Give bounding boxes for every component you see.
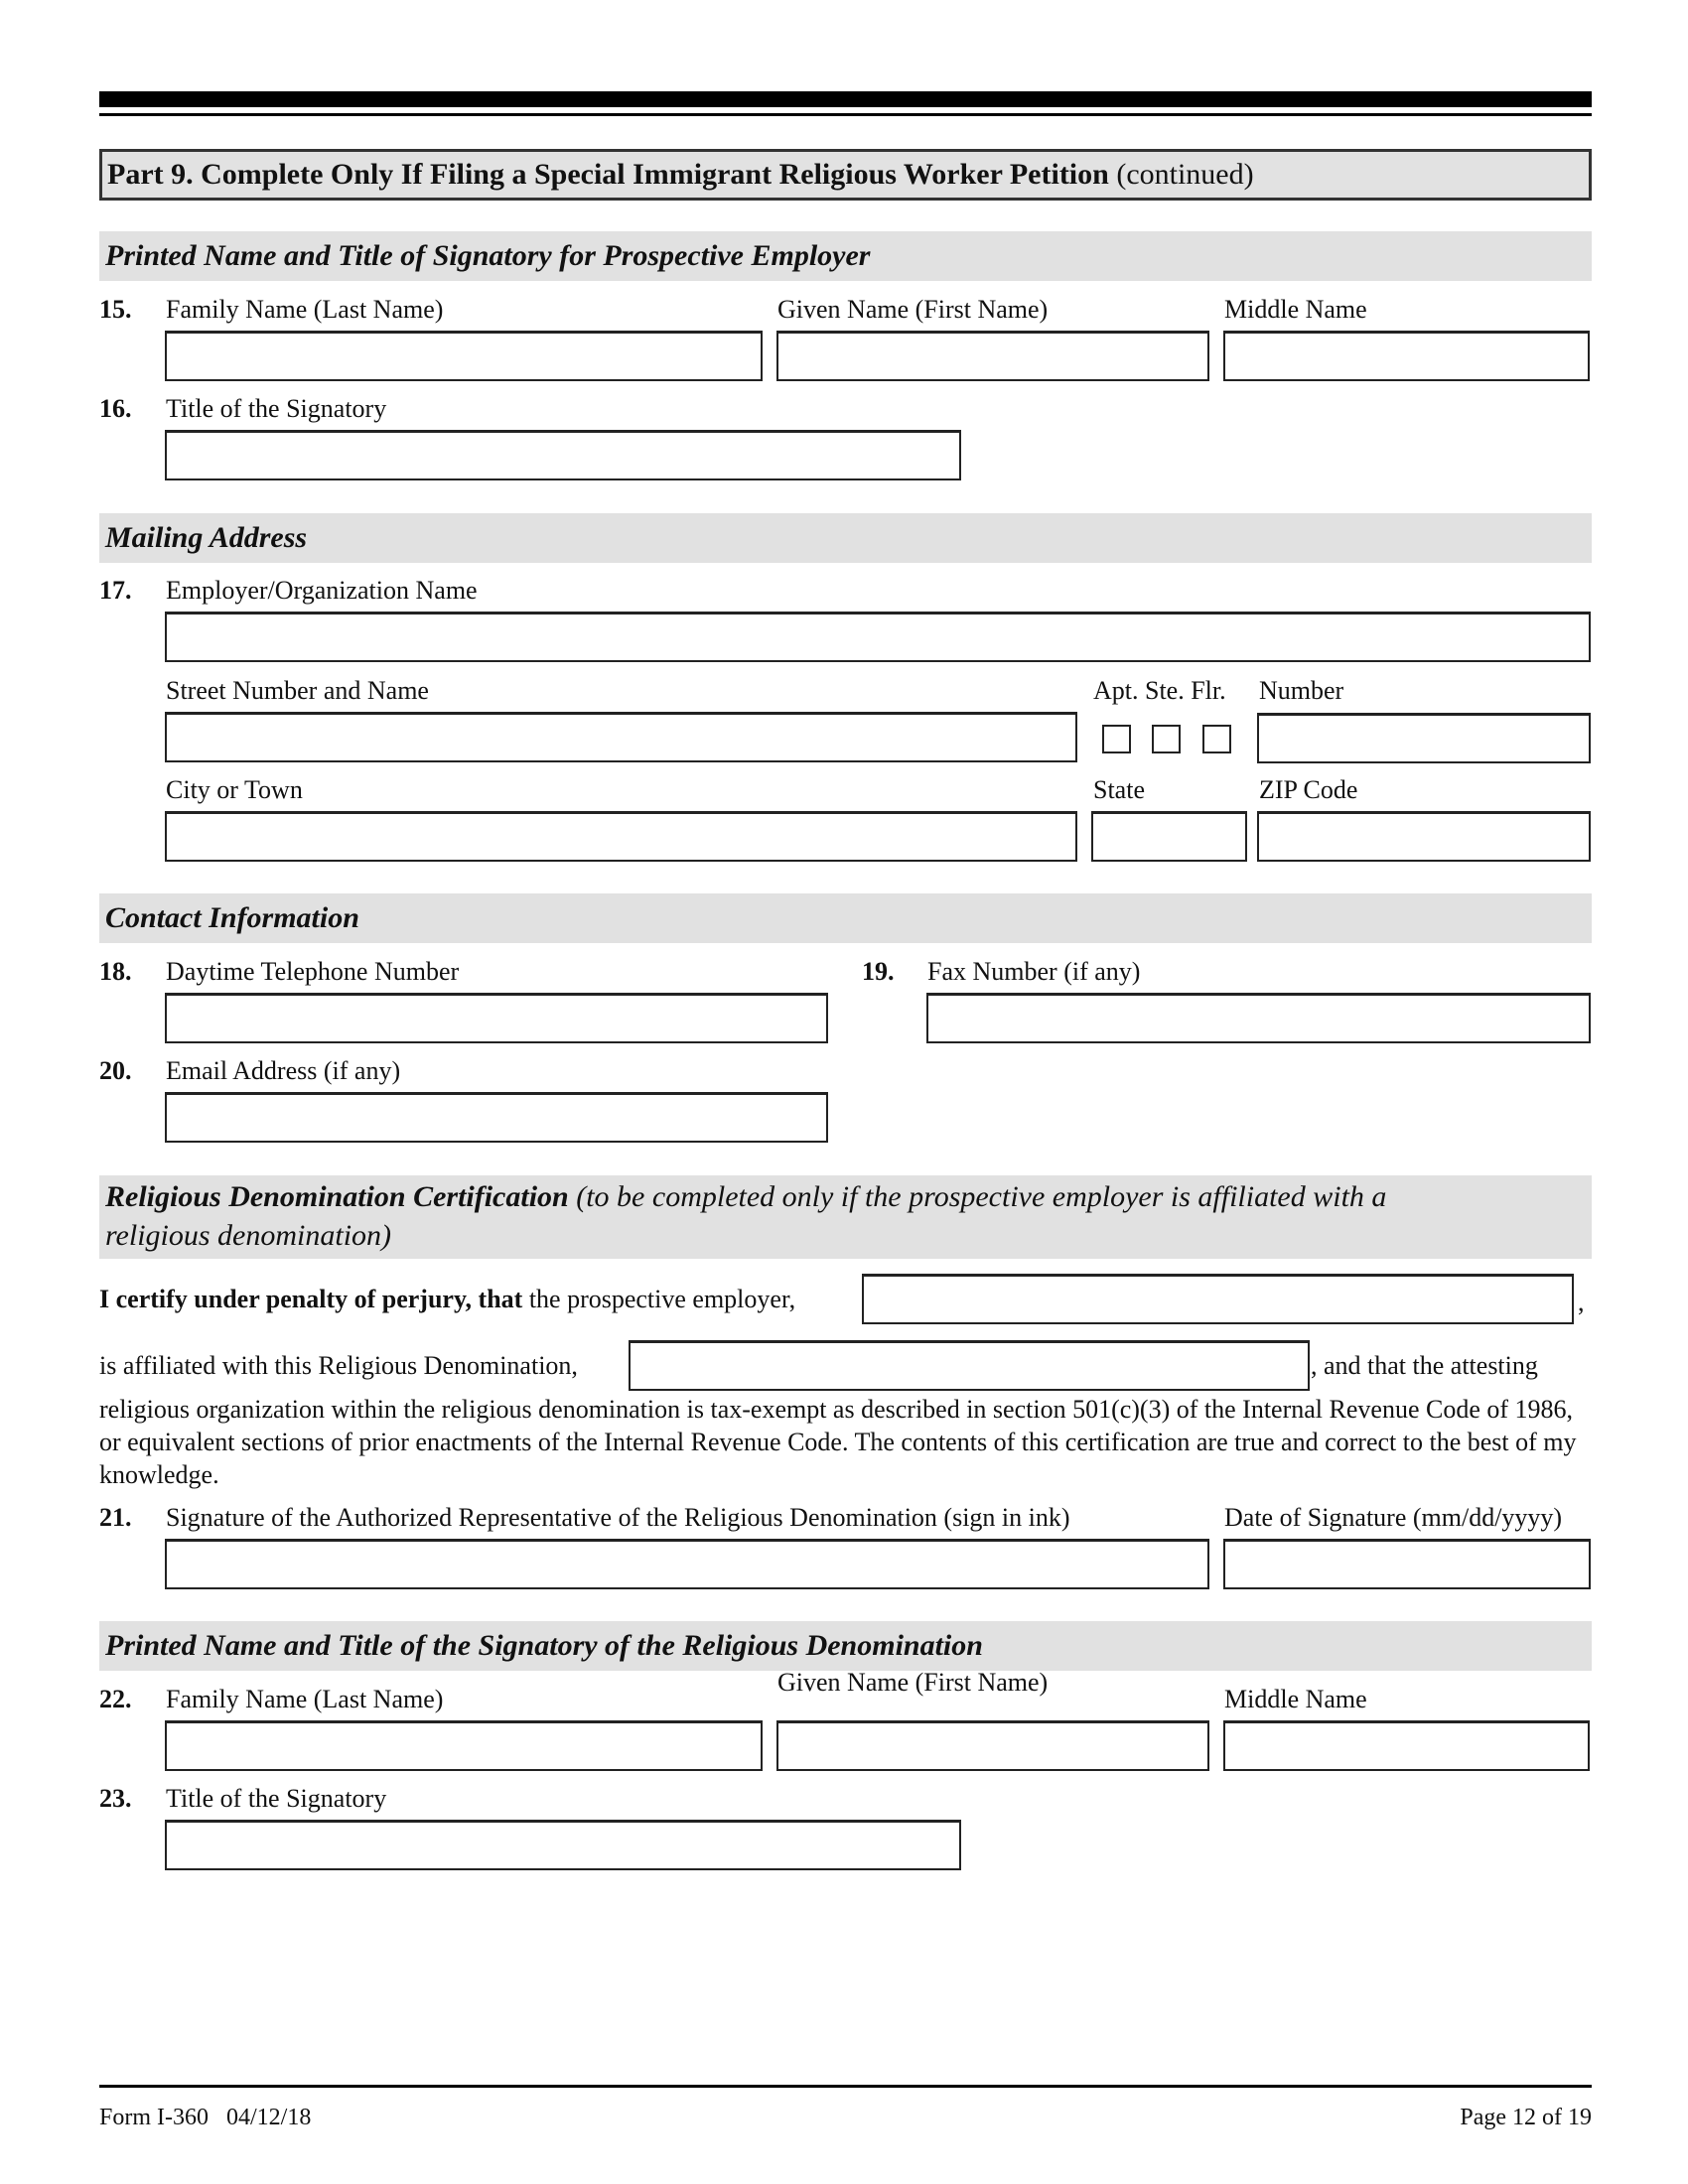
fax-label: Fax Number (if any)	[927, 957, 1141, 986]
flr-checkbox[interactable]	[1202, 725, 1231, 753]
given-name-label: Given Name (First Name)	[777, 295, 1049, 324]
signature-date-label: Date of Signature (mm/dd/yyyy)	[1224, 1503, 1563, 1532]
item-number-17: 17.	[99, 576, 132, 605]
fax-field[interactable]	[926, 993, 1591, 1043]
certification-affiliation-text: is affiliated with this Religious Denomination,	[99, 1351, 578, 1380]
email-label: Email Address (if any)	[166, 1056, 401, 1085]
part-title	[107, 158, 1254, 192]
section-contact-information	[99, 893, 1592, 943]
item-number-23: 23.	[99, 1784, 132, 1813]
section-mailing-address	[99, 513, 1592, 563]
state-label: State	[1093, 775, 1145, 804]
signature-date-field[interactable]	[1223, 1539, 1591, 1589]
unit-type-label: Apt. Ste. Flr.	[1093, 676, 1226, 705]
certification-attesting-text: , and that the attesting	[1311, 1351, 1538, 1380]
denomination-signatory-family-name-field[interactable]	[165, 1720, 763, 1771]
employer-signatory-title-field[interactable]	[165, 430, 961, 480]
organization-name-field[interactable]	[165, 612, 1591, 662]
street-label: Street Number and Name	[166, 676, 429, 705]
section-note-continued: religious denomination)	[105, 1219, 392, 1252]
section-title: Printed Name and Title of the Signatory of the Religious Denomination	[105, 1629, 983, 1662]
middle-name-label: Middle Name	[1224, 1685, 1367, 1713]
certification-paragraph: religious organization within the religious denomination is tax-exempt as described in section 501(c)(3) of the Internal Revenue Code of 1986, or equivalent sections of prior enactments of the Internal Revenue Code. The contents of this certification are true and correct to the best of my knowledge.	[99, 1395, 1577, 1489]
section-title: Printed Name and Title of Signatory for Prospective Employer	[105, 239, 871, 272]
city-field[interactable]	[165, 811, 1077, 862]
page-number: Page 12 of 19	[1460, 2105, 1592, 2130]
zip-field[interactable]	[1257, 811, 1591, 862]
header-thick-rule	[99, 91, 1592, 107]
employer-signatory-given-name-field[interactable]	[776, 331, 1209, 381]
unit-number-label: Number	[1259, 676, 1344, 705]
religious-denomination-field[interactable]	[629, 1340, 1310, 1391]
apt-checkbox[interactable]	[1102, 725, 1131, 753]
section-denomination-certification	[99, 1175, 1592, 1259]
denomination-signatory-middle-name-field[interactable]	[1223, 1720, 1590, 1771]
footer-rule	[99, 2085, 1592, 2088]
given-name-label: Given Name (First Name)	[777, 1668, 1049, 1697]
form-id: Form I-360 04/12/18	[99, 2105, 312, 2130]
employer-signatory-middle-name-field[interactable]	[1223, 331, 1590, 381]
header-thin-rule	[99, 113, 1592, 116]
section-note: (to be completed only if the prospective employer is affiliated with a	[576, 1180, 1387, 1213]
certification-lead-rest: the prospective employer,	[522, 1285, 796, 1313]
street-field[interactable]	[165, 712, 1077, 762]
signature-field[interactable]	[165, 1539, 1209, 1589]
employer-signatory-family-name-field[interactable]	[165, 331, 763, 381]
section-title: Mailing Address	[105, 521, 308, 554]
ste-checkbox[interactable]	[1152, 725, 1181, 753]
family-name-label: Family Name (Last Name)	[166, 1685, 444, 1713]
phone-field[interactable]	[165, 993, 828, 1043]
signatory-title-label: Title of the Signatory	[166, 394, 387, 423]
denomination-signatory-title-field[interactable]	[165, 1820, 961, 1870]
phone-label: Daytime Telephone Number	[166, 957, 460, 986]
section-employer-signatory	[99, 231, 1592, 281]
item-number-18: 18.	[99, 957, 132, 986]
item-number-22: 22.	[99, 1685, 132, 1713]
part-title-suffix: (continued)	[1116, 158, 1254, 191]
section-title: Contact Information	[105, 901, 359, 934]
item-number-16: 16.	[99, 394, 132, 423]
item-number-19: 19.	[862, 957, 895, 986]
state-select[interactable]	[1091, 811, 1247, 862]
signatory-title-label: Title of the Signatory	[166, 1784, 387, 1813]
city-label: City or Town	[166, 775, 303, 804]
organization-name-label: Employer/Organization Name	[166, 576, 478, 605]
section-denomination-signatory	[99, 1621, 1592, 1671]
zip-label: ZIP Code	[1259, 775, 1358, 804]
certification-bold-lead: I certify under penalty of perjury, that	[99, 1285, 523, 1313]
middle-name-label: Middle Name	[1224, 295, 1367, 324]
item-number-21: 21.	[99, 1503, 132, 1532]
certification-comma: ,	[1578, 1288, 1585, 1316]
certification-lead	[99, 1283, 795, 1315]
unit-number-field[interactable]	[1257, 713, 1591, 763]
item-number-20: 20.	[99, 1056, 132, 1085]
part-title-text: Part 9. Complete Only If Filing a Special Immigrant Religious Worker Petition	[107, 158, 1109, 191]
email-field[interactable]	[165, 1092, 828, 1143]
denomination-signatory-given-name-field[interactable]	[776, 1720, 1209, 1771]
section-title-text: Religious Denomination Certification	[105, 1180, 569, 1213]
family-name-label: Family Name (Last Name)	[166, 295, 444, 324]
signature-label: Signature of the Authorized Representative of the Religious Denomination (sign in ink)	[166, 1503, 1070, 1532]
item-number-15: 15.	[99, 295, 132, 324]
section-title	[105, 1180, 1386, 1214]
part-title-box	[99, 149, 1592, 201]
prospective-employer-field[interactable]	[862, 1274, 1574, 1324]
